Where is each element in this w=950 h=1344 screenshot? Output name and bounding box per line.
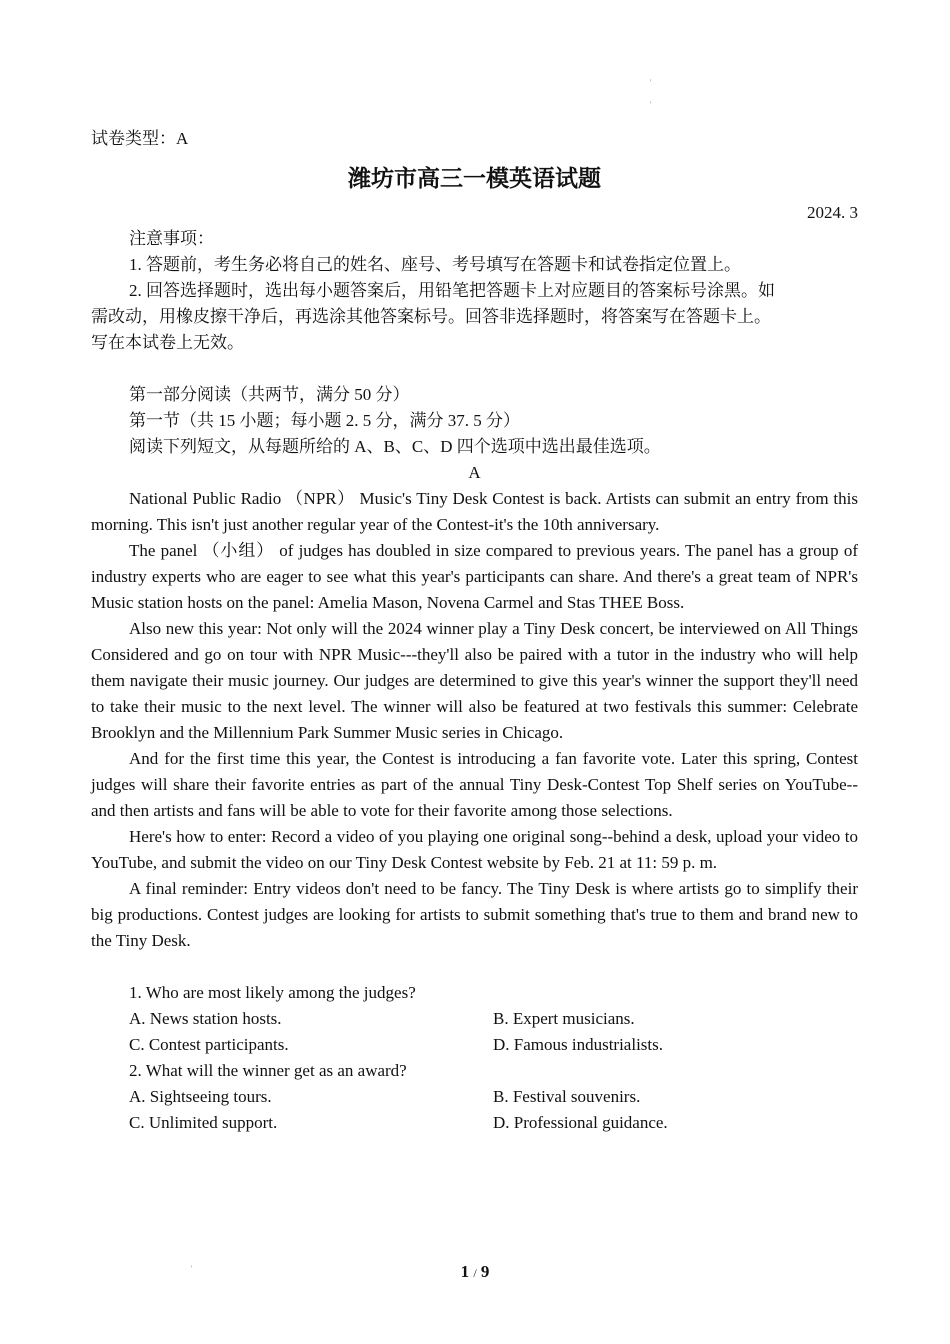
option-row	[91, 1084, 858, 1110]
section-header	[91, 382, 858, 486]
option-d: D. Famous industrialists.	[493, 1035, 664, 1054]
reading-passage	[91, 486, 858, 954]
option-c: C. Unlimited support.	[129, 1113, 278, 1132]
notice-item-2-line-2: 需改动，用橡皮擦干净后，再选涂其他答案标号。回答非选择题时，将答案写在答题卡上。	[91, 307, 771, 326]
question-1	[91, 980, 858, 1058]
option-d: D. Professional guidance.	[493, 1113, 668, 1132]
paper-type: 试卷类型：A	[91, 129, 189, 148]
section-heading: 第一节（共 15 小题；每小题 2. 5 分，满分 37. 5 分）	[129, 411, 520, 430]
part-heading: 第一部分阅读（共两节，满分 50 分）	[129, 385, 410, 404]
passage-paragraph: The panel （小组） of judges has doubled in size compared to previous years. The panel has a group of industry experts who are eager to see what this year's participants can share. And there's a great team of NPR's Music station hosts on the panel: Amelia Mason, Novena Carmel and Stas THEE Boss.	[91, 541, 858, 612]
notice-heading: 注意事项：	[129, 229, 214, 248]
page-current: 1	[460, 1262, 470, 1281]
option-c: C. Contest participants.	[129, 1035, 289, 1054]
page-separator: /	[473, 1266, 477, 1280]
page-title: 潍坊市高三一模英语试题	[348, 166, 601, 191]
question-stem: 2. What will the winner get as an award?	[129, 1061, 407, 1080]
notice-item-1: 1. 答题前，考生务必将自己的姓名、座号、考号填写在答题卡和试卷指定位置上。	[129, 255, 741, 274]
spacer	[91, 954, 858, 980]
spacer	[91, 356, 858, 382]
passage-paragraph: National Public Radio （NPR） Music's Tiny Desk Contest is back. Artists can submit an entry from this morning. This isn't just another regular year of the Contest-it's the 10th anniversary.	[91, 489, 858, 534]
passage-paragraph: Also new this year: Not only will the 2024 winner play a Tiny Desk concert, be interviewed on All Things Considered and go on tour with NPR Music---they'll also be paired with a tutor in the industry who will help them navigate their music journey. Our judges are determined to give this year's winner the support they'll need to take their music to the next level. The winner will also be featured at two festivals this summer: Celebrate Brooklyn and the Millennium Park Summer Music series in Chicago.	[91, 619, 858, 742]
option-a: A. Sightseeing tours.	[129, 1087, 272, 1106]
passage-paragraph: And for the first time this year, the Contest is introducing a fan favorite vote. Later this spring, Contest judges will share their favorite entries as part of the annual Tiny Desk-Contest Top Shelf series on YouTube--and then artists and fans will be able to vote for their favorite among those selections.	[91, 749, 858, 820]
page-content	[91, 126, 858, 1136]
page-number	[0, 1262, 950, 1282]
passage-paragraph: A final reminder: Entry videos don't need to be fancy. The Tiny Desk is where artists go to simplify their big productions. Contest judges are looking for artists to submit something that's true to them and brand new to the Tiny Desk.	[91, 879, 858, 950]
scan-mark: '	[191, 1264, 193, 1273]
option-b: B. Festival souvenirs.	[493, 1087, 641, 1106]
exam-date: 2024. 3	[807, 203, 858, 222]
notice-item-2-line-1: 2. 回答选择题时，选出每小题答案后，用铅笔把答题卡上对应题目的答案标号涂黑。如	[129, 281, 775, 300]
question-2	[91, 1058, 858, 1136]
page-total: 9	[480, 1262, 490, 1281]
option-b: B. Expert musicians.	[493, 1009, 635, 1028]
question-stem: 1. Who are most likely among the judges?	[129, 983, 416, 1002]
option-row	[91, 1110, 858, 1136]
section-instruction: 阅读下列短文，从每题所给的 A、B、C、D 四个选项中选出最佳选项。	[129, 437, 661, 456]
option-row	[91, 1006, 858, 1032]
option-a: A. News station hosts.	[129, 1009, 282, 1028]
passage-paragraph: Here's how to enter: Record a video of you playing one original song--behind a desk, upload your video to YouTube, and submit the video on our Tiny Desk Contest website by Feb. 21 at 11: 59 p. m.	[91, 827, 858, 872]
notice-item-2-line-3: 写在本试卷上无效。	[91, 333, 244, 352]
notice-block	[91, 226, 858, 356]
scan-mark: '	[650, 100, 652, 109]
passage-label: A	[468, 463, 481, 482]
option-row	[91, 1032, 858, 1058]
scan-mark: '	[650, 78, 652, 87]
